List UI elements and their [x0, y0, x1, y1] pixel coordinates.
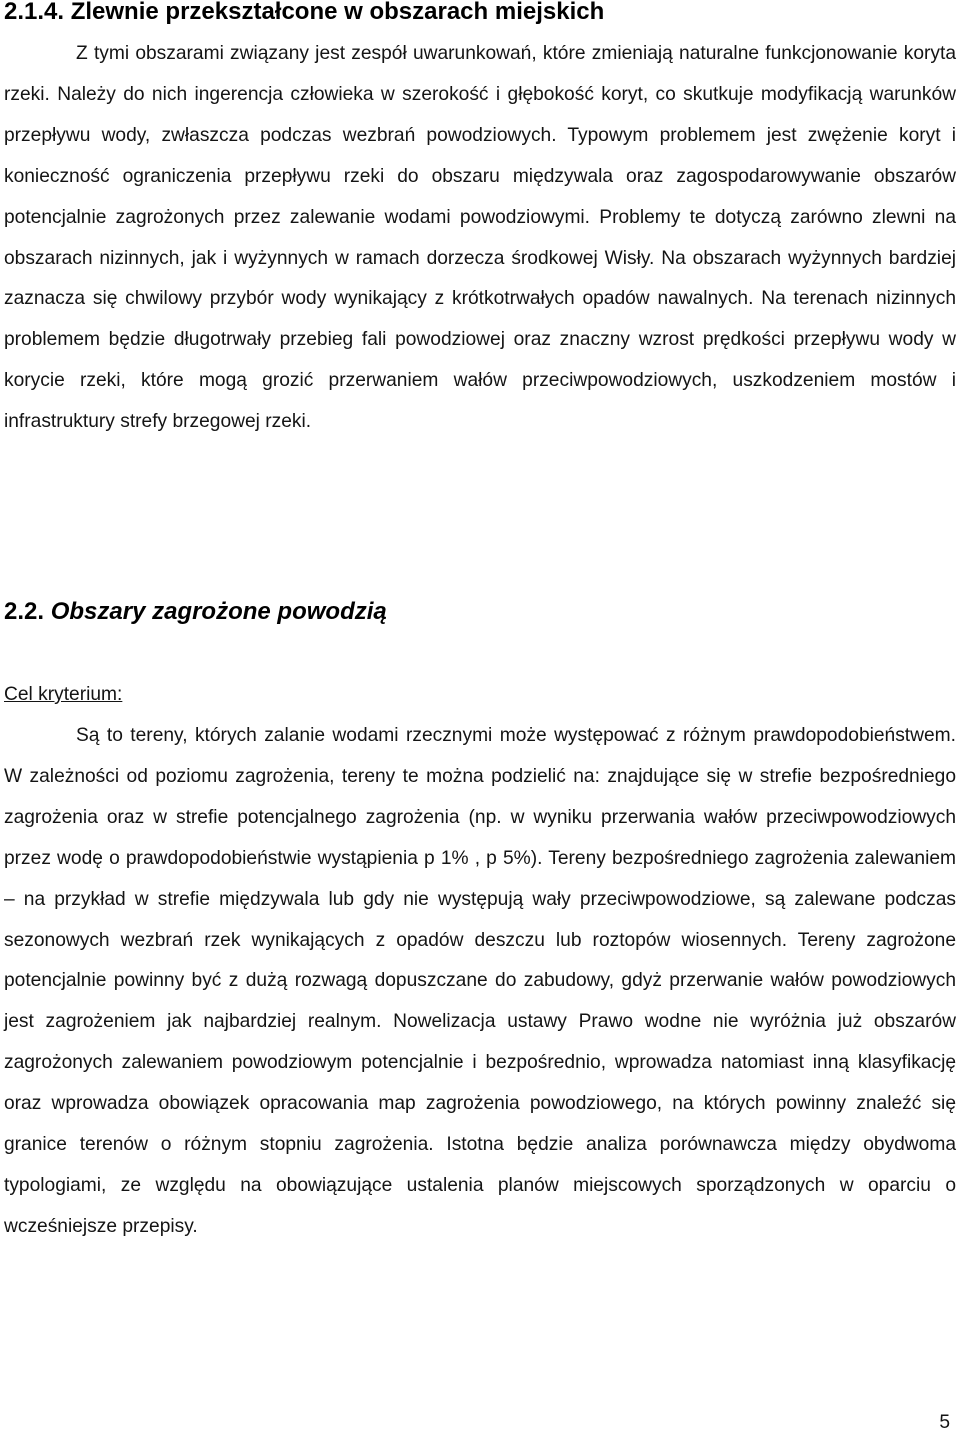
body-paragraph-2 — [4, 716, 956, 1248]
section-heading: 2.1.4. Zlewnie przekształcone w obszarach miejskich — [4, 0, 605, 25]
page-number: 5 — [939, 1412, 950, 1433]
paragraph-1-text: Z tymi obszarami związany jest zespół uwarunkowań, które zmieniają naturalne funkcjonowanie koryta rzeki. Należy do nich ingerencja człowieka w szerokość i głębokość koryt, co skutkuje modyfikacją warunków przepływu wody, zwłaszcza podczas wezbrań powodziowych. Typowym problemem jest zwężenie koryt i konieczność ograniczenia przepływu rzeki do obszaru międzywala oraz zagospodarowywanie obszarów potencjalnie zagrożonych przez zalewanie wodami powodziowymi. Problemy te dotyczą zarówno zlewni na obszarach nizinnych, jak i wyżynnych w ramach dorzecza środkowej Wisły. Na obszarach wyżynnych bardziej zaznacza się chwilowy przybór wody wynikający z krótkotrwałych opadów nawalnych. Na terenach nizinnych problemem będzie długotrwały przebieg fali powodziowej oraz znaczny wzrost prędkości przepływu wody w korycie rzeki, które mogą grozić przerwaniem wałów przeciwpowodziowych, uszkodzeniem mostów i infrastruktury strefy brzegowej rzeki. — [4, 43, 956, 433]
criterion-label: Cel kryterium: — [4, 684, 123, 705]
subsection-number: 2.2. — [4, 598, 45, 625]
subsection-title: Obszary zagrożone powodzią — [50, 598, 387, 625]
paragraph-2-text: Są to tereny, których zalanie wodami rzecznymi może występować z różnym prawdopodobieństwem. W zależności od poziomu zagrożenia, tereny te można podzielić na: znajdujące się w strefie bezpośredniego zagrożenia oraz w strefie potencjalnego zagrożenia (np. w wyniku przerwania wałów przeciwpowodziowych przez wodę o prawdopodobieństwie wystąpienia p 1% , p 5%). Tereny bezpośredniego zagrożenia zalewaniem – na przykład w strefie międzywala lub gdy nie występują wały przeciwpowodziowe, są zalewane podczas sezonowych wezbrań rzek wynikających z opadów deszczu lub roztopów wiosennych. Tereny zagrożone potencjalnie powinny być z dużą rozwagą dopuszczane do zabudowy, gdyż przerwanie wałów powodziowych jest zagrożeniem jak najbardziej realnym. Nowelizacja ustawy Prawo wodne nie wyróżnia już obszarów zagrożonych zalewaniem powodziowym potencjalnie i bezpośrednio, wprowadza natomiast inną klasyfikację oraz wprowadza obowiązek opracowania map zagrożenia powodziowego, na których powinny znaleźć się granice terenów o różnym stopniu zagrożenia. Istotna będzie analiza porównawcza między obydwoma typologiami, ze względu na obowiązujące ustalenia planów miejscowych sporządzonych w oparciu o wcześniejsze przepisy. — [4, 725, 956, 1237]
body-paragraph-1 — [4, 34, 956, 443]
subsection-heading — [4, 597, 387, 627]
